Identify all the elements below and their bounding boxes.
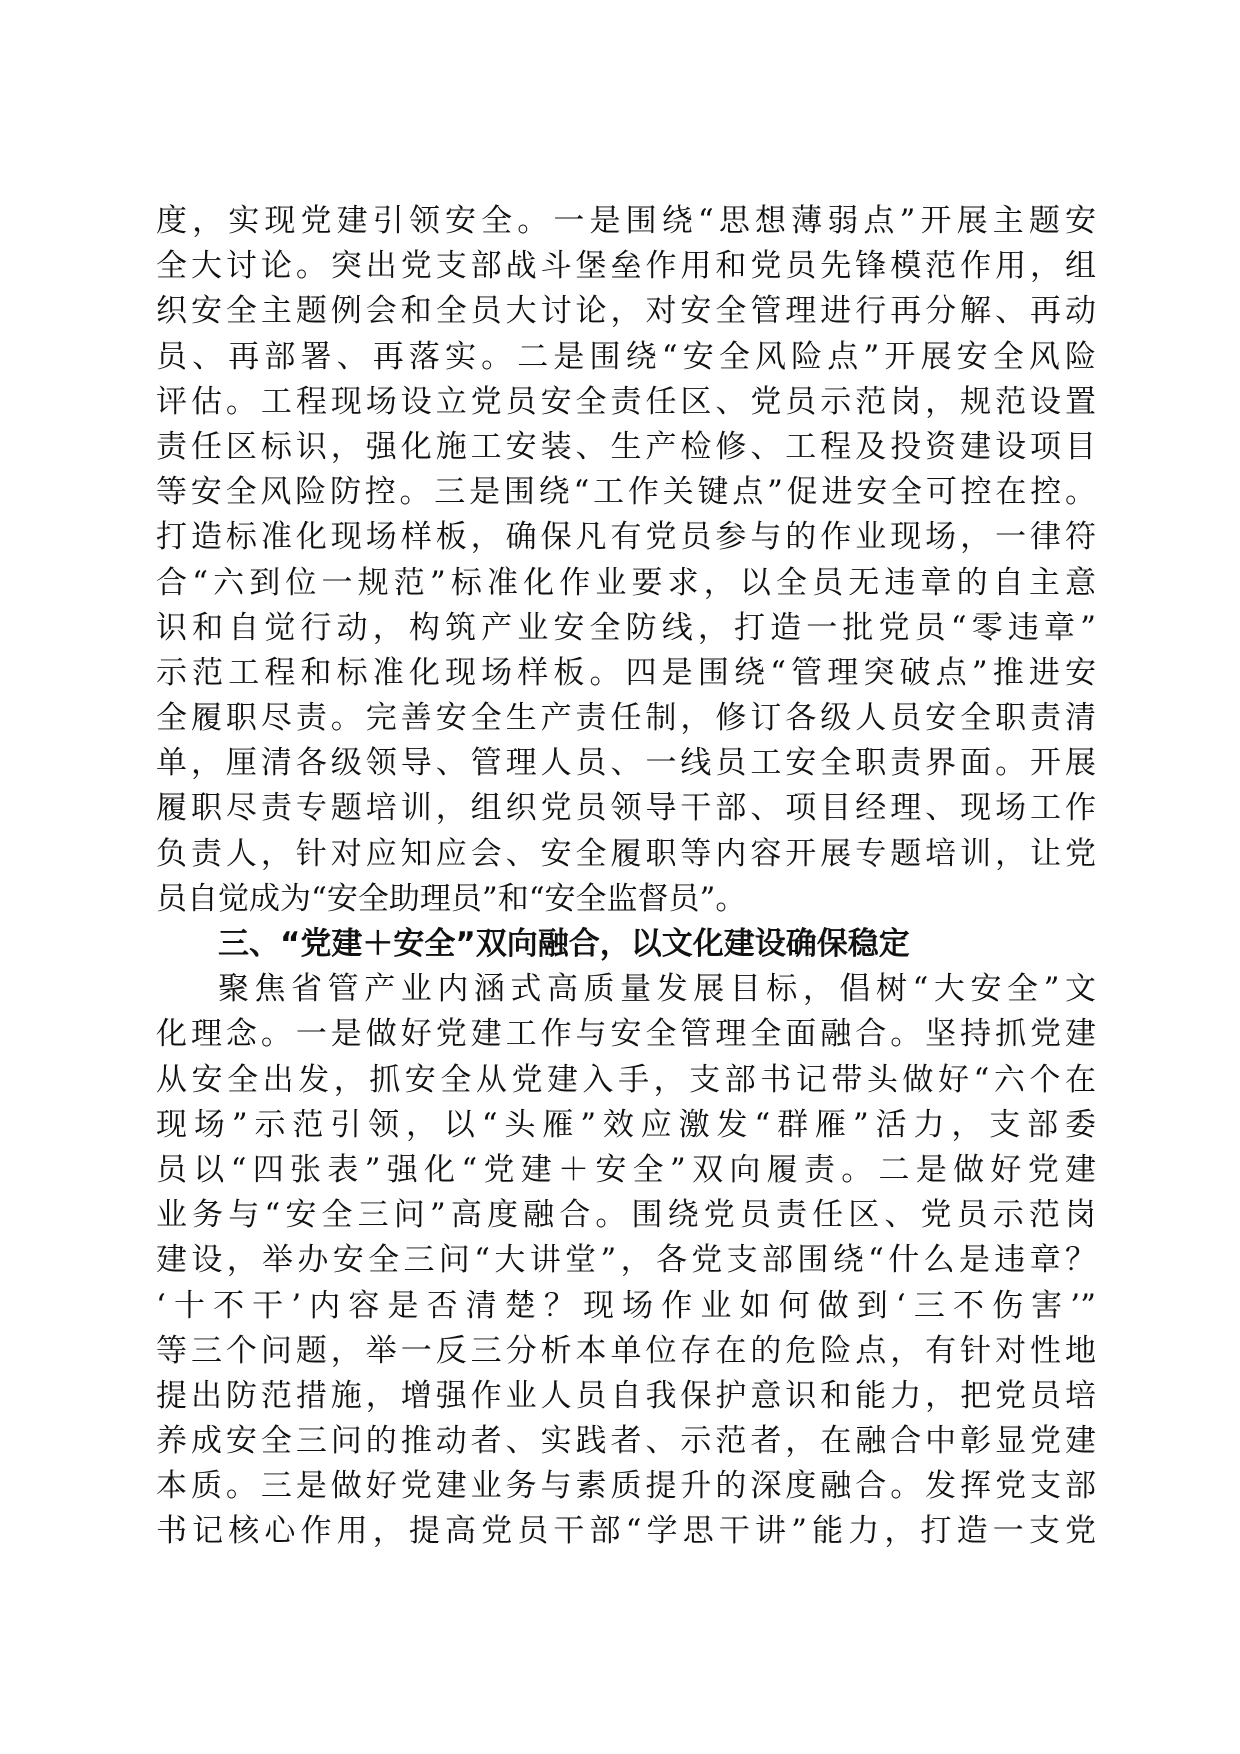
paragraph-first-line: 聚焦省管产业内涵式高质量发展目标，倡树“大安全”文 <box>218 971 1096 1008</box>
text-line: 业务与“安全三问”高度融合。围绕党员责任区、党员示范岗 <box>156 1197 1096 1234</box>
text-line: 合“六到位一规范”标准化作业要求，以全员无违章的自主意 <box>156 564 1096 601</box>
text-line: 全履职尽责。完善安全生产责任制，修订各级人员安全职责清 <box>156 700 1096 737</box>
text-line: 评估。工程现场设立党员安全责任区、党员示范岗，规范设置 <box>156 383 1096 420</box>
text-line: 识和自觉行动，构筑产业安全防线，打造一批党员“零违章” <box>156 609 1096 646</box>
text-line: 等安全风险防控。三是围绕“工作关键点”促进安全可控在控。 <box>156 474 1096 511</box>
text-line: 度，实现党建引领安全。一是围绕“思想薄弱点”开展主题安 <box>156 203 1096 239</box>
text-line: 全大讨论。突出党支部战斗堡垒作用和党员先锋模范作用，组 <box>156 248 1096 285</box>
text-line: 责任区标识，强化施工安装、生产检修、工程及投资建设项目 <box>156 428 1096 465</box>
text-line: 员自觉成为“安全助理员”和“安全监督员”。 <box>156 880 747 917</box>
text-line: 化理念。一是做好党建工作与安全管理全面融合。坚持抓党建 <box>156 1016 1096 1053</box>
text-line: ‘十不干’内容是否清楚？现场作业如何做到‘三不伤害’” <box>156 1287 1096 1324</box>
text-line: 员以“四张表”强化“党建＋安全”双向履责。二是做好党建 <box>156 1151 1096 1188</box>
text-line: 织安全主题例会和全员大讨论，对安全管理进行再分解、再动 <box>156 293 1096 330</box>
text-line: 从安全出发，抓安全从党建入手，支部书记带头做好“六个在 <box>156 1061 1096 1098</box>
text-line: 书记核心作用，提高党员干部“学思干讲”能力，打造一支党 <box>156 1513 1096 1550</box>
text-line: 本质。三是做好党建业务与素质提升的深度融合。发挥党支部 <box>156 1468 1096 1505</box>
text-line: 等三个问题，举一反三分析本单位存在的危险点，有针对性地 <box>156 1332 1096 1369</box>
text-line: 员、再部署、再落实。二是围绕“安全风险点”开展安全风险 <box>156 338 1096 375</box>
text-line: 示范工程和标准化现场样板。四是围绕“管理突破点”推进安 <box>156 654 1096 691</box>
text-line: 单，厘清各级领导、管理人员、一线员工安全职责界面。开展 <box>156 745 1096 782</box>
text-line: 负责人，针对应知应会、安全履职等内容开展专题培训，让党 <box>156 835 1096 872</box>
text-line: 现场”示范引领，以“头雁”效应激发“群雁”活力，支部委 <box>156 1106 1096 1143</box>
text-line: 打造标准化现场样板，确保凡有党员参与的作业现场，一律符 <box>156 519 1096 556</box>
text-line: 养成安全三问的推动者、实践者、示范者，在融合中彰显党建 <box>156 1423 1096 1460</box>
text-line: 提出防范措施，增强作业人员自我保护意识和能力，把党员培 <box>156 1377 1096 1414</box>
text-line: 履职尽责专题培训，组织党员领导干部、项目经理、现场工作 <box>156 790 1096 827</box>
body-text <box>156 199 1096 1555</box>
section-heading: 三、“党建＋安全”双向融合，以文化建设确保稳定 <box>218 926 910 962</box>
text-line: 建设，举办安全三问“大讲堂”，各党支部围绕“什么是违章？ <box>156 1242 1096 1279</box>
